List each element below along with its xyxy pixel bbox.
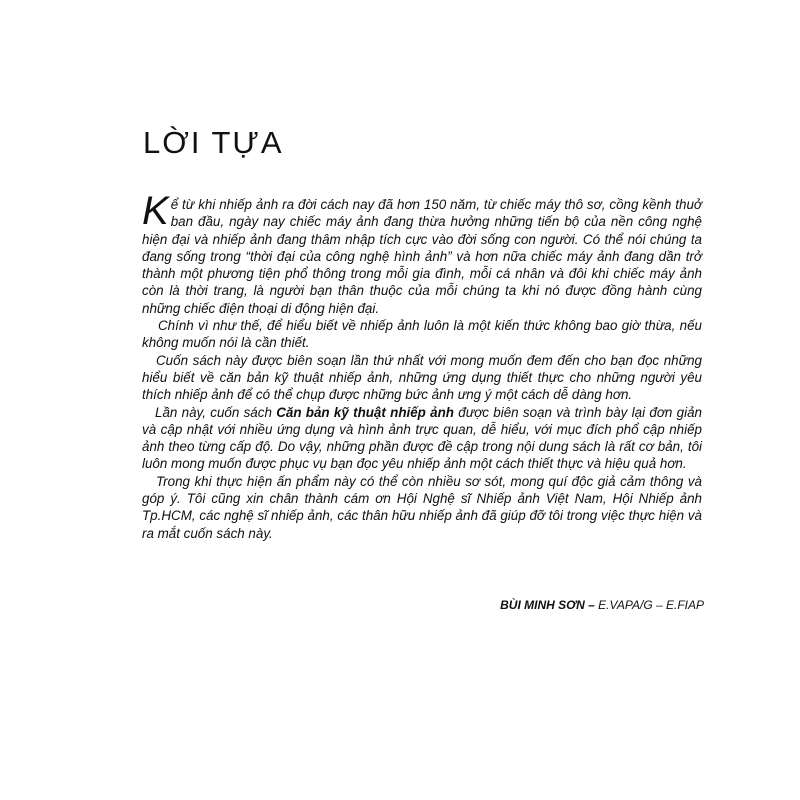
paragraph-1 (142, 189, 702, 317)
paragraph-2: Chính vì như thế, để hiểu biết về nhiếp ảnh luôn là một kiến thức không bao giờ thừa, nếu không muốn nói là cần thiết. (142, 318, 702, 351)
paragraph-5: Trong khi thực hiện ấn phẩm này có thể còn nhiều sơ sót, mong quí độc giả cảm thông và góp ý. Tôi cũng xin chân thành cám ơn Hội Nghệ sĩ Nhiếp ảnh Việt Nam, Hội Nhiếp ảnh Tp.HCM, các nghệ sĩ nhiếp ảnh, các thân hữu nhiếp ảnh đã giúp đỡ tôi trong việc thực hiện và ra mắt cuốn sách này. (142, 473, 702, 541)
preface-body (142, 189, 702, 542)
drop-cap: K (142, 189, 169, 233)
author-titles: E.VAPA/G – E.FIAP (594, 598, 704, 612)
book-title: Căn bản kỹ thuật nhiếp ảnh (276, 404, 454, 420)
author-signature (500, 598, 704, 612)
paragraph-4 (142, 404, 702, 473)
page-title: LỜI TỰA (143, 125, 284, 160)
author-name: BÙI MINH SƠN – (500, 598, 595, 612)
paragraph-1-text: ể từ khi nhiếp ảnh ra đời cách nay đã hơn 150 năm, từ chiếc máy thô sơ, cồng kềnh thuở ban đầu, ngày nay chiếc máy ảnh đang thừa hưởng những tiến bộ của nền công nghệ hiện đại và nhiếp ảnh đang thâm nhập tích cực vào đời sống con người. Có thể nói chúng ta đang sống trong “thời đại của công nghệ hình ảnh” và hơn nữa chiếc máy ảnh đang dần trở thành một phương tiện phổ thông trong mỗi gia đình, mỗi cá nhân và đôi khi chiếc máy ảnh còn là thời trang, là người bạn thân thuộc của mỗi chúng ta khi nó được đồng hành cùng những chiếc điện thoại di động hiện đại. (142, 197, 702, 316)
paragraph-4-text: được biên soạn và trình bày lại đơn giản và cập nhật với nhiều ứng dụng và hình ảnh trực quan, dễ hiểu, với mục đích phổ cập nhiếp ảnh theo từng cấp độ. Do vậy, những phần được đề cập trong nội dung sách là rất cơ bản, tôi luôn mong muốn được phục vụ bạn đọc yêu nhiếp ảnh một cách thiết thực và hiệu quả hơn. (142, 404, 702, 472)
paragraph-3: Cuốn sách này được biên soạn lần thứ nhất với mong muốn đem đến cho bạn đọc những hiểu biết về căn bản kỹ thuật nhiếp ảnh, những ứng dụng thiết thực cho những người yêu thích nhiếp ảnh để có thể chụp được những bức ảnh ưng ý một cách dễ dàng hơn. (142, 352, 702, 403)
paragraph-4-lead: Lần này, cuốn sách (155, 404, 277, 420)
